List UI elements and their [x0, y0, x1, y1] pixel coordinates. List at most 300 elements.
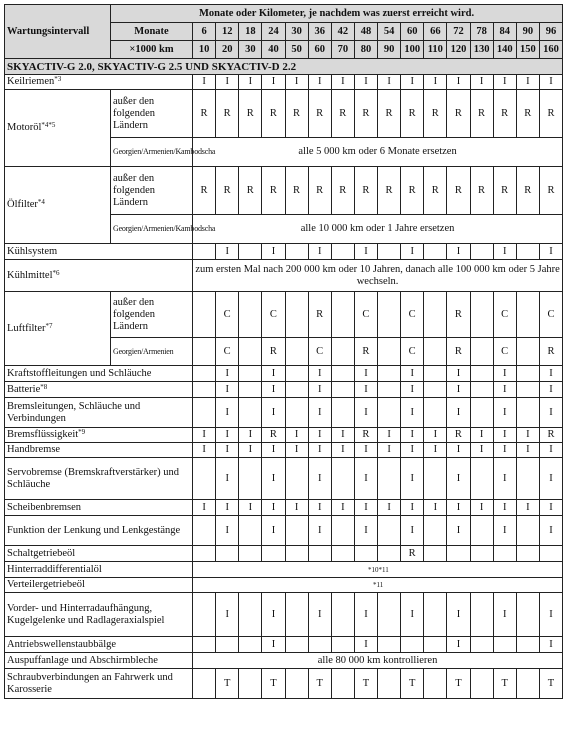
schedule-cell	[285, 292, 308, 338]
schedule-cell: I	[239, 428, 262, 443]
schedule-cell: R	[493, 167, 516, 215]
schedule-cell: I	[262, 458, 285, 500]
interval-header: Wartungsintervall	[5, 5, 111, 59]
schedule-cell: I	[285, 443, 308, 458]
schedule-cell: I	[401, 244, 424, 260]
footnote-marker: *10*11	[193, 562, 563, 578]
km-header: 30	[239, 41, 262, 59]
schedule-cell: R	[331, 167, 354, 215]
schedule-cell: I	[354, 244, 377, 260]
schedule-cell: R	[262, 167, 285, 215]
schedule-cell	[193, 546, 216, 562]
schedule-cell	[378, 669, 401, 699]
schedule-cell	[470, 593, 493, 637]
schedule-cell: I	[308, 382, 331, 398]
schedule-cell: R	[262, 338, 285, 366]
schedule-cell	[193, 244, 216, 260]
schedule-cell: I	[378, 500, 401, 516]
item-label-text: Verteilergetriebeöl	[7, 579, 85, 590]
schedule-cell: T	[308, 669, 331, 699]
table-row	[5, 260, 563, 292]
span-note: alle 10 000 km oder 1 Jahre ersetzen	[193, 215, 563, 244]
schedule-cell: R	[216, 167, 239, 215]
schedule-cell: I	[539, 398, 562, 428]
schedule-cell: I	[516, 428, 539, 443]
schedule-cell: I	[447, 244, 470, 260]
schedule-cell: C	[493, 292, 516, 338]
schedule-cell: I	[262, 398, 285, 428]
schedule-cell	[239, 546, 262, 562]
schedule-cell: I	[308, 500, 331, 516]
schedule-cell	[285, 398, 308, 428]
schedule-cell	[239, 669, 262, 699]
schedule-cell: I	[216, 398, 239, 428]
km-header: 100	[401, 41, 424, 59]
table-row	[5, 428, 563, 443]
schedule-cell: I	[516, 443, 539, 458]
footnote-marker: *11	[193, 578, 563, 593]
item-label	[5, 382, 193, 398]
item-label	[5, 637, 193, 653]
schedule-cell: I	[539, 75, 562, 90]
schedule-cell	[470, 669, 493, 699]
schedule-cell: R	[401, 546, 424, 562]
schedule-cell	[378, 593, 401, 637]
schedule-cell	[193, 366, 216, 382]
schedule-cell: I	[424, 428, 447, 443]
item-label-text: Motoröl	[7, 122, 42, 133]
schedule-cell	[193, 593, 216, 637]
span-note: zum ersten Mal nach 200 000 km oder 10 Jahren, danach alle 100 000 km oder 5 Jahre wechseln.	[193, 260, 563, 292]
table-row	[5, 593, 563, 637]
schedule-cell: I	[308, 443, 331, 458]
schedule-cell: R	[308, 167, 331, 215]
schedule-cell: I	[193, 500, 216, 516]
schedule-cell	[239, 516, 262, 546]
schedule-cell: I	[539, 458, 562, 500]
sub-label: Georgien/Armenien/Kambodscha	[111, 215, 193, 244]
schedule-cell: R	[354, 167, 377, 215]
schedule-cell	[424, 382, 447, 398]
sub-label: außer den folgenden Ländern	[111, 90, 193, 138]
schedule-cell	[285, 458, 308, 500]
schedule-cell	[378, 366, 401, 382]
schedule-cell: R	[447, 428, 470, 443]
schedule-cell: I	[308, 516, 331, 546]
schedule-cell: R	[447, 338, 470, 366]
schedule-cell	[331, 292, 354, 338]
schedule-cell	[239, 458, 262, 500]
schedule-cell: I	[447, 382, 470, 398]
schedule-cell: I	[216, 428, 239, 443]
schedule-cell	[424, 398, 447, 428]
schedule-cell: R	[424, 90, 447, 138]
schedule-cell: I	[262, 366, 285, 382]
schedule-cell: I	[262, 443, 285, 458]
schedule-cell	[308, 546, 331, 562]
item-label-text: Vorder- und Hinterradaufhängung, Kugelgelenke und Radlageraxialspiel	[7, 602, 165, 626]
schedule-cell	[239, 398, 262, 428]
schedule-cell: I	[493, 398, 516, 428]
item-label-text: Kühlsystem	[7, 245, 58, 257]
item-label	[5, 244, 193, 260]
schedule-cell: I	[401, 443, 424, 458]
table-row	[5, 244, 563, 260]
schedule-cell	[539, 546, 562, 562]
item-label	[5, 260, 193, 292]
table-row	[5, 516, 563, 546]
schedule-cell: I	[447, 500, 470, 516]
section-title: SKYACTIV-G 2.0, SKYACTIV-G 2.5 UND SKYACTIV-D 2.2	[5, 59, 563, 75]
schedule-cell: I	[493, 458, 516, 500]
schedule-cell: C	[308, 338, 331, 366]
item-label	[5, 428, 193, 443]
item-label-text: Auspuffanlage und Abschirmbleche	[7, 654, 158, 666]
schedule-cell: C	[401, 292, 424, 338]
schedule-cell: I	[331, 75, 354, 90]
schedule-cell: I	[539, 382, 562, 398]
schedule-cell	[239, 637, 262, 653]
month-header: 24	[262, 23, 285, 41]
schedule-cell	[193, 292, 216, 338]
schedule-cell: I	[378, 428, 401, 443]
schedule-cell: R	[331, 90, 354, 138]
item-label	[5, 578, 193, 593]
month-header: 48	[354, 23, 377, 41]
schedule-cell: I	[378, 75, 401, 90]
schedule-cell: R	[539, 338, 562, 366]
item-label	[5, 90, 111, 167]
table-row	[5, 458, 563, 500]
interval-title: Monate oder Kilometer, je nachdem was zuerst erreicht wird.	[111, 5, 563, 23]
item-label-text: Funktion der Lenkung und Lenkgestänge	[7, 524, 181, 536]
item-label-text: Schaltgetriebeöl	[7, 547, 76, 559]
footnote-marker: *4	[37, 198, 45, 206]
schedule-cell: I	[354, 443, 377, 458]
span-note: alle 5 000 km oder 6 Monate ersetzen	[193, 138, 563, 167]
km-header: 110	[424, 41, 447, 59]
schedule-cell	[516, 292, 539, 338]
schedule-cell: I	[493, 500, 516, 516]
schedule-cell: I	[308, 428, 331, 443]
km-header: 140	[493, 41, 516, 59]
schedule-cell: I	[308, 244, 331, 260]
km-header: 150	[516, 41, 539, 59]
item-label-text: Antriebswellenstaubbälge	[7, 638, 117, 650]
schedule-cell	[470, 458, 493, 500]
schedule-cell	[516, 382, 539, 398]
schedule-cell	[378, 458, 401, 500]
schedule-cell: I	[447, 398, 470, 428]
schedule-cell	[424, 292, 447, 338]
km-header: 20	[216, 41, 239, 59]
sub-label: außer den folgenden Ländern	[111, 292, 193, 338]
km-header: 120	[447, 41, 470, 59]
schedule-cell: I	[447, 516, 470, 546]
maintenance-table-wrapper	[4, 4, 562, 699]
table-row	[5, 669, 563, 699]
schedule-cell	[424, 458, 447, 500]
schedule-cell: I	[493, 516, 516, 546]
month-header: 90	[516, 23, 539, 41]
schedule-cell	[378, 244, 401, 260]
schedule-cell: I	[470, 443, 493, 458]
schedule-cell	[378, 546, 401, 562]
month-header: 42	[331, 23, 354, 41]
schedule-cell: R	[262, 90, 285, 138]
schedule-cell	[424, 516, 447, 546]
schedule-cell: I	[331, 428, 354, 443]
schedule-cell: I	[539, 366, 562, 382]
schedule-cell	[516, 398, 539, 428]
schedule-cell: R	[354, 338, 377, 366]
km-header: 160	[539, 41, 562, 59]
item-label-text: Scheibenbremsen	[7, 501, 82, 513]
schedule-cell: R	[262, 428, 285, 443]
month-header: 30	[285, 23, 308, 41]
schedule-cell: I	[447, 637, 470, 653]
schedule-cell: I	[308, 593, 331, 637]
item-label	[5, 562, 193, 578]
schedule-cell	[285, 637, 308, 653]
item-label-text: Servobremse (Bremskraftverstärker) und Schläuche	[7, 466, 180, 490]
schedule-cell: R	[239, 90, 262, 138]
item-label-text: Handbremse	[7, 444, 61, 455]
schedule-cell	[378, 382, 401, 398]
schedule-cell	[262, 546, 285, 562]
schedule-cell: I	[447, 443, 470, 458]
months-label: Monate	[111, 23, 193, 41]
schedule-cell: T	[493, 669, 516, 699]
schedule-cell: I	[262, 593, 285, 637]
schedule-cell: R	[354, 428, 377, 443]
schedule-cell: I	[539, 500, 562, 516]
schedule-cell	[470, 398, 493, 428]
schedule-cell: I	[493, 382, 516, 398]
schedule-cell: I	[193, 428, 216, 443]
month-header: 6	[193, 23, 216, 41]
schedule-cell: R	[378, 90, 401, 138]
item-label	[5, 366, 193, 382]
schedule-cell	[378, 516, 401, 546]
schedule-cell	[424, 546, 447, 562]
schedule-cell	[193, 458, 216, 500]
schedule-cell: I	[378, 443, 401, 458]
schedule-cell: C	[493, 338, 516, 366]
schedule-cell: I	[493, 443, 516, 458]
span-note: alle 80 000 km kontrollieren	[193, 653, 563, 669]
schedule-cell: I	[262, 500, 285, 516]
schedule-cell	[239, 244, 262, 260]
schedule-cell: I	[216, 382, 239, 398]
table-row	[5, 90, 563, 138]
schedule-cell: I	[424, 75, 447, 90]
schedule-cell	[516, 244, 539, 260]
schedule-cell	[239, 366, 262, 382]
table-row	[5, 653, 563, 669]
schedule-cell	[447, 546, 470, 562]
schedule-cell	[470, 292, 493, 338]
schedule-cell: I	[470, 75, 493, 90]
table-row	[5, 578, 563, 593]
schedule-cell: R	[308, 90, 331, 138]
schedule-cell: T	[354, 669, 377, 699]
schedule-cell: C	[354, 292, 377, 338]
month-header: 18	[239, 23, 262, 41]
schedule-cell	[193, 382, 216, 398]
km-header: 10	[193, 41, 216, 59]
schedule-cell	[331, 637, 354, 653]
schedule-cell	[424, 366, 447, 382]
schedule-cell: I	[262, 637, 285, 653]
schedule-cell	[470, 516, 493, 546]
table-row	[5, 398, 563, 428]
schedule-cell: R	[447, 167, 470, 215]
schedule-cell	[285, 366, 308, 382]
footnote-marker: *6	[52, 268, 60, 277]
schedule-cell	[516, 546, 539, 562]
schedule-cell	[331, 458, 354, 500]
schedule-cell: I	[262, 382, 285, 398]
schedule-cell: I	[262, 244, 285, 260]
schedule-cell	[285, 338, 308, 366]
item-label	[5, 546, 193, 562]
schedule-cell: R	[401, 90, 424, 138]
month-header: 54	[378, 23, 401, 41]
schedule-cell: I	[239, 500, 262, 516]
schedule-cell: I	[354, 75, 377, 90]
schedule-cell	[331, 244, 354, 260]
schedule-cell	[378, 637, 401, 653]
item-label	[5, 458, 193, 500]
schedule-cell: C	[216, 338, 239, 366]
schedule-cell	[331, 382, 354, 398]
schedule-cell: R	[539, 428, 562, 443]
item-label-text: Batterie	[7, 383, 41, 395]
schedule-cell	[516, 516, 539, 546]
schedule-cell	[470, 637, 493, 653]
schedule-cell: I	[401, 516, 424, 546]
schedule-cell	[493, 546, 516, 562]
table-row	[5, 5, 563, 23]
item-label	[5, 292, 111, 366]
maintenance-schedule-table	[4, 4, 563, 699]
schedule-cell: I	[401, 75, 424, 90]
schedule-cell	[470, 382, 493, 398]
schedule-cell	[470, 244, 493, 260]
schedule-cell	[424, 637, 447, 653]
schedule-cell	[193, 398, 216, 428]
table-row	[5, 75, 563, 90]
item-label-text: Bremsflüssigkeit	[7, 429, 79, 440]
schedule-cell	[331, 669, 354, 699]
schedule-cell: I	[401, 428, 424, 443]
schedule-cell	[470, 338, 493, 366]
month-header: 72	[447, 23, 470, 41]
schedule-cell: C	[216, 292, 239, 338]
schedule-cell: I	[539, 593, 562, 637]
item-label-text: Ölfilter	[7, 199, 38, 210]
km-header: 80	[354, 41, 377, 59]
schedule-cell: I	[216, 516, 239, 546]
km-header: 40	[262, 41, 285, 59]
schedule-cell: I	[239, 443, 262, 458]
schedule-cell: R	[401, 167, 424, 215]
sub-label: Georgien/Armenien/Kambodscha	[111, 138, 193, 167]
schedule-cell	[331, 398, 354, 428]
item-label-text: Kühlmittel	[7, 269, 53, 281]
schedule-cell	[516, 338, 539, 366]
table-body	[5, 5, 563, 699]
schedule-cell	[331, 366, 354, 382]
schedule-cell: I	[193, 75, 216, 90]
schedule-cell: I	[539, 637, 562, 653]
schedule-cell: R	[539, 167, 562, 215]
schedule-cell: I	[493, 593, 516, 637]
schedule-cell: R	[493, 90, 516, 138]
schedule-cell: I	[447, 458, 470, 500]
schedule-cell: I	[354, 500, 377, 516]
schedule-cell	[216, 546, 239, 562]
schedule-cell: I	[216, 366, 239, 382]
schedule-cell	[354, 546, 377, 562]
schedule-cell: R	[285, 167, 308, 215]
schedule-cell	[331, 338, 354, 366]
schedule-cell: T	[401, 669, 424, 699]
schedule-cell	[470, 366, 493, 382]
schedule-cell	[378, 338, 401, 366]
schedule-cell: I	[493, 366, 516, 382]
schedule-cell	[331, 593, 354, 637]
item-label-text: Hinterraddifferentialöl	[7, 563, 102, 575]
schedule-cell: R	[308, 292, 331, 338]
schedule-cell: R	[285, 90, 308, 138]
schedule-cell	[331, 546, 354, 562]
schedule-cell: R	[447, 292, 470, 338]
schedule-cell: C	[401, 338, 424, 366]
item-label	[5, 669, 193, 699]
schedule-cell: R	[216, 90, 239, 138]
schedule-cell	[193, 516, 216, 546]
schedule-cell	[516, 637, 539, 653]
schedule-cell: I	[216, 244, 239, 260]
schedule-cell: R	[539, 90, 562, 138]
schedule-cell: R	[470, 167, 493, 215]
schedule-cell: I	[470, 500, 493, 516]
table-row	[5, 443, 563, 458]
schedule-cell: I	[354, 516, 377, 546]
schedule-cell: I	[493, 428, 516, 443]
month-header: 36	[308, 23, 331, 41]
footnote-marker: *3	[54, 75, 62, 83]
schedule-cell: R	[470, 90, 493, 138]
schedule-cell	[424, 244, 447, 260]
schedule-cell	[378, 398, 401, 428]
km-header: 50	[285, 41, 308, 59]
schedule-cell: I	[308, 398, 331, 428]
item-label	[5, 593, 193, 637]
schedule-cell: T	[539, 669, 562, 699]
schedule-cell: I	[401, 458, 424, 500]
schedule-cell: I	[354, 382, 377, 398]
footnote-marker: *9	[78, 428, 86, 436]
schedule-cell: C	[539, 292, 562, 338]
km-label: ×1000 km	[111, 41, 193, 59]
schedule-cell	[516, 593, 539, 637]
schedule-cell: I	[285, 75, 308, 90]
schedule-cell: I	[447, 75, 470, 90]
schedule-cell: I	[354, 593, 377, 637]
